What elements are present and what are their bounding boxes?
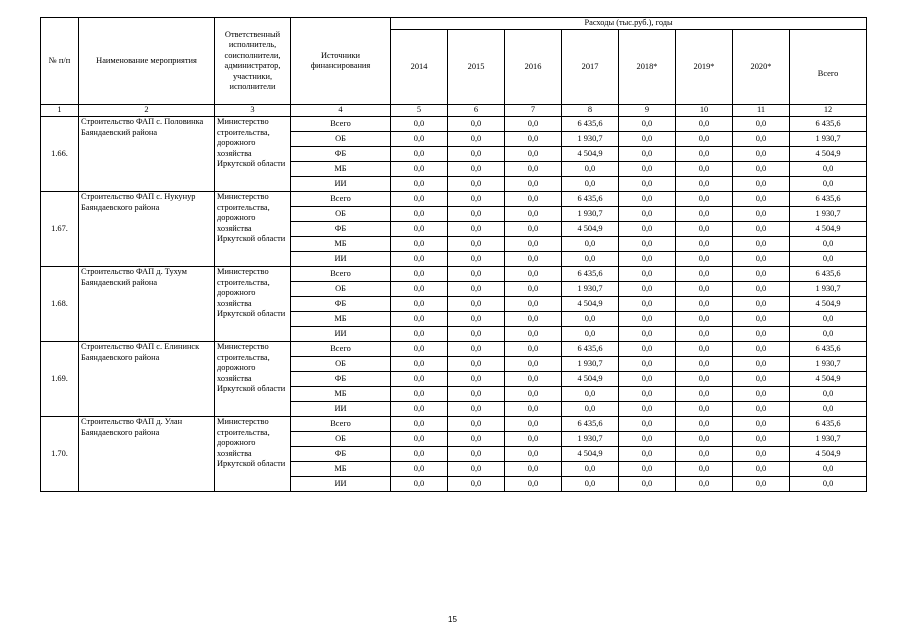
year-value: 0,0 xyxy=(505,192,562,207)
year-value: 0,0 xyxy=(505,237,562,252)
year-value: 6 435,6 xyxy=(562,117,619,132)
year-value: 0,0 xyxy=(619,342,676,357)
year-value: 0,0 xyxy=(505,177,562,192)
year-value: 0,0 xyxy=(619,462,676,477)
year-value: 0,0 xyxy=(562,327,619,342)
activity-name: Строительство ФАП с. Половинка Баяндаевский района xyxy=(79,117,215,192)
funding-source: Всего xyxy=(291,117,391,132)
year-value: 0,0 xyxy=(505,477,562,492)
year-value: 0,0 xyxy=(733,162,790,177)
year-value: 0,0 xyxy=(733,357,790,372)
responsible-executor: Министерство строительства, дорожного хозяйства Иркутской области xyxy=(215,192,291,267)
year-value: 0,0 xyxy=(733,252,790,267)
year-value: 4 504,9 xyxy=(562,147,619,162)
year-value: 0,0 xyxy=(676,417,733,432)
header-year: 2019* xyxy=(676,30,733,105)
year-value: 0,0 xyxy=(733,132,790,147)
year-value: 0,0 xyxy=(619,357,676,372)
funding-source: МБ xyxy=(291,162,391,177)
year-value: 0,0 xyxy=(505,162,562,177)
year-value: 0,0 xyxy=(733,147,790,162)
year-value: 0,0 xyxy=(619,132,676,147)
header-expenses-title: Расходы (тыс.руб.), годы xyxy=(391,18,867,30)
year-value: 0,0 xyxy=(391,447,448,462)
year-value: 0,0 xyxy=(391,297,448,312)
total-value: 0,0 xyxy=(790,462,867,477)
column-number: 6 xyxy=(448,105,505,117)
year-value: 0,0 xyxy=(619,312,676,327)
year-value: 0,0 xyxy=(619,477,676,492)
year-value: 0,0 xyxy=(448,252,505,267)
responsible-executor: Министерство строительства, дорожного хозяйства Иркутской области xyxy=(215,117,291,192)
year-value: 0,0 xyxy=(619,207,676,222)
year-value: 0,0 xyxy=(619,447,676,462)
year-value: 0,0 xyxy=(448,387,505,402)
year-value: 0,0 xyxy=(505,372,562,387)
funding-source: МБ xyxy=(291,462,391,477)
year-value: 0,0 xyxy=(448,267,505,282)
year-value: 6 435,6 xyxy=(562,417,619,432)
year-value: 0,0 xyxy=(391,417,448,432)
year-value: 0,0 xyxy=(676,177,733,192)
year-value: 0,0 xyxy=(676,387,733,402)
year-value: 0,0 xyxy=(391,357,448,372)
year-value: 0,0 xyxy=(562,162,619,177)
year-value: 0,0 xyxy=(505,207,562,222)
year-value: 0,0 xyxy=(676,312,733,327)
year-value: 0,0 xyxy=(448,147,505,162)
row-number: 1.70. xyxy=(41,417,79,492)
year-value: 0,0 xyxy=(619,402,676,417)
year-value: 0,0 xyxy=(448,192,505,207)
year-value: 0,0 xyxy=(448,432,505,447)
activity-block xyxy=(41,267,867,342)
funding-source: ФБ xyxy=(291,222,391,237)
responsible-executor: Министерство строительства, дорожного хозяйства Иркутской области xyxy=(215,342,291,417)
column-number: 5 xyxy=(391,105,448,117)
total-value: 1 930,7 xyxy=(790,132,867,147)
total-value: 6 435,6 xyxy=(790,117,867,132)
year-value: 0,0 xyxy=(448,177,505,192)
total-value: 4 504,9 xyxy=(790,297,867,312)
funding-source: МБ xyxy=(291,237,391,252)
year-value: 0,0 xyxy=(619,222,676,237)
year-value: 1 930,7 xyxy=(562,132,619,147)
total-value: 6 435,6 xyxy=(790,417,867,432)
year-value: 0,0 xyxy=(733,297,790,312)
year-value: 0,0 xyxy=(391,132,448,147)
year-value: 0,0 xyxy=(676,342,733,357)
column-number: 11 xyxy=(733,105,790,117)
header-year: 2015 xyxy=(448,30,505,105)
year-value: 0,0 xyxy=(619,267,676,282)
column-number: 10 xyxy=(676,105,733,117)
funding-source: ФБ xyxy=(291,447,391,462)
year-value: 0,0 xyxy=(505,447,562,462)
page-number: 15 xyxy=(448,615,457,624)
row-number: 1.69. xyxy=(41,342,79,417)
year-value: 0,0 xyxy=(733,222,790,237)
year-value: 6 435,6 xyxy=(562,342,619,357)
year-value: 0,0 xyxy=(619,327,676,342)
year-value: 0,0 xyxy=(505,282,562,297)
year-value: 0,0 xyxy=(391,207,448,222)
header-num: № п/п xyxy=(41,18,79,105)
year-value: 0,0 xyxy=(676,222,733,237)
year-value: 0,0 xyxy=(676,132,733,147)
year-value: 0,0 xyxy=(733,117,790,132)
header-year: 2014 xyxy=(391,30,448,105)
total-value: 4 504,9 xyxy=(790,447,867,462)
year-value: 0,0 xyxy=(505,252,562,267)
year-value: 0,0 xyxy=(676,252,733,267)
year-value: 0,0 xyxy=(448,342,505,357)
year-value: 0,0 xyxy=(505,327,562,342)
header-year: 2020* xyxy=(733,30,790,105)
year-value: 1 930,7 xyxy=(562,207,619,222)
year-value: 0,0 xyxy=(505,147,562,162)
funding-source: МБ xyxy=(291,312,391,327)
total-value: 0,0 xyxy=(790,162,867,177)
year-value: 0,0 xyxy=(733,342,790,357)
responsible-executor: Министерство строительства, дорожного хозяйства Иркутской области xyxy=(215,267,291,342)
year-value: 0,0 xyxy=(733,267,790,282)
year-value: 0,0 xyxy=(619,387,676,402)
column-number: 12 xyxy=(790,105,867,117)
year-value: 0,0 xyxy=(619,282,676,297)
year-value: 0,0 xyxy=(448,237,505,252)
year-value: 0,0 xyxy=(619,297,676,312)
year-value: 0,0 xyxy=(505,387,562,402)
year-value: 0,0 xyxy=(676,207,733,222)
activity-name: Строительство ФАП с. Нукунур Баяндаевского района xyxy=(79,192,215,267)
year-value: 4 504,9 xyxy=(562,372,619,387)
total-value: 4 504,9 xyxy=(790,147,867,162)
activity-name: Строительство ФАП с. Елининск Баяндаевского района xyxy=(79,342,215,417)
year-value: 0,0 xyxy=(562,477,619,492)
funding-source: ИИ xyxy=(291,327,391,342)
year-value: 0,0 xyxy=(448,327,505,342)
table-row xyxy=(41,117,867,132)
header-total: Всего xyxy=(790,30,867,105)
total-value: 0,0 xyxy=(790,387,867,402)
year-value: 0,0 xyxy=(619,192,676,207)
year-value: 0,0 xyxy=(676,357,733,372)
funding-source: ИИ xyxy=(291,252,391,267)
year-value: 0,0 xyxy=(733,387,790,402)
activity-name: Строительство ФАП д. Тухум Баяндаевский района xyxy=(79,267,215,342)
year-value: 0,0 xyxy=(676,327,733,342)
year-value: 0,0 xyxy=(391,162,448,177)
year-value: 0,0 xyxy=(448,282,505,297)
funding-source: ОБ xyxy=(291,282,391,297)
year-value: 0,0 xyxy=(505,267,562,282)
year-value: 0,0 xyxy=(619,237,676,252)
activity-block xyxy=(41,342,867,417)
year-value: 0,0 xyxy=(733,192,790,207)
year-value: 0,0 xyxy=(448,297,505,312)
funding-source: Всего xyxy=(291,417,391,432)
funding-source: ОБ xyxy=(291,132,391,147)
year-value: 0,0 xyxy=(619,177,676,192)
year-value: 0,0 xyxy=(391,432,448,447)
total-value: 4 504,9 xyxy=(790,222,867,237)
header-year: 2016 xyxy=(505,30,562,105)
year-value: 0,0 xyxy=(733,237,790,252)
total-value: 0,0 xyxy=(790,237,867,252)
year-value: 0,0 xyxy=(505,222,562,237)
year-value: 0,0 xyxy=(448,117,505,132)
table-header xyxy=(41,18,867,117)
year-value: 0,0 xyxy=(505,132,562,147)
year-value: 6 435,6 xyxy=(562,267,619,282)
header-responsible: Ответственный исполнитель, соисполнители, администратор, участники, исполнители xyxy=(215,18,291,105)
year-value: 0,0 xyxy=(448,462,505,477)
year-value: 0,0 xyxy=(562,252,619,267)
year-value: 0,0 xyxy=(562,237,619,252)
year-value: 6 435,6 xyxy=(562,192,619,207)
total-value: 1 930,7 xyxy=(790,282,867,297)
total-value: 1 930,7 xyxy=(790,357,867,372)
funding-source: ИИ xyxy=(291,402,391,417)
year-value: 0,0 xyxy=(448,477,505,492)
year-value: 0,0 xyxy=(562,402,619,417)
column-number: 2 xyxy=(79,105,215,117)
year-value: 0,0 xyxy=(676,432,733,447)
funding-source: Всего xyxy=(291,192,391,207)
year-value: 0,0 xyxy=(619,372,676,387)
total-value: 6 435,6 xyxy=(790,267,867,282)
year-value: 0,0 xyxy=(505,312,562,327)
year-value: 0,0 xyxy=(448,207,505,222)
year-value: 0,0 xyxy=(448,132,505,147)
header-source: Источники финансирования xyxy=(291,18,391,105)
funding-source: ОБ xyxy=(291,207,391,222)
year-value: 0,0 xyxy=(391,222,448,237)
responsible-executor: Министерство строительства, дорожного хозяйства Иркутской области xyxy=(215,417,291,492)
column-number: 3 xyxy=(215,105,291,117)
year-value: 0,0 xyxy=(391,117,448,132)
total-value: 0,0 xyxy=(790,402,867,417)
year-value: 0,0 xyxy=(505,417,562,432)
year-value: 0,0 xyxy=(391,177,448,192)
funding-source: ОБ xyxy=(291,432,391,447)
header-name: Наименование мероприятия xyxy=(79,18,215,105)
year-value: 0,0 xyxy=(448,162,505,177)
year-value: 0,0 xyxy=(448,447,505,462)
year-value: 0,0 xyxy=(391,192,448,207)
year-value: 0,0 xyxy=(505,357,562,372)
year-value: 0,0 xyxy=(448,402,505,417)
total-value: 1 930,7 xyxy=(790,207,867,222)
year-value: 0,0 xyxy=(733,447,790,462)
column-number: 7 xyxy=(505,105,562,117)
year-value: 1 930,7 xyxy=(562,432,619,447)
year-value: 0,0 xyxy=(448,417,505,432)
year-value: 0,0 xyxy=(676,297,733,312)
year-value: 0,0 xyxy=(733,432,790,447)
year-value: 1 930,7 xyxy=(562,282,619,297)
year-value: 0,0 xyxy=(391,282,448,297)
header-year: 2017 xyxy=(562,30,619,105)
total-value: 0,0 xyxy=(790,477,867,492)
column-number: 8 xyxy=(562,105,619,117)
year-value: 0,0 xyxy=(733,477,790,492)
year-value: 0,0 xyxy=(505,342,562,357)
activity-name: Строительство ФАП д. Улан Баяндаевского района xyxy=(79,417,215,492)
year-value: 0,0 xyxy=(391,237,448,252)
year-value: 0,0 xyxy=(391,477,448,492)
row-number: 1.66. xyxy=(41,117,79,192)
year-value: 0,0 xyxy=(448,357,505,372)
funding-source: ОБ xyxy=(291,357,391,372)
year-value: 0,0 xyxy=(733,177,790,192)
year-value: 0,0 xyxy=(733,282,790,297)
year-value: 0,0 xyxy=(733,417,790,432)
year-value: 0,0 xyxy=(562,177,619,192)
activity-block xyxy=(41,417,867,492)
year-value: 0,0 xyxy=(391,387,448,402)
row-number: 1.68. xyxy=(41,267,79,342)
year-value: 0,0 xyxy=(448,372,505,387)
year-value: 4 504,9 xyxy=(562,222,619,237)
total-value: 6 435,6 xyxy=(790,192,867,207)
funding-source: ИИ xyxy=(291,477,391,492)
year-value: 0,0 xyxy=(619,417,676,432)
year-value: 0,0 xyxy=(733,327,790,342)
year-value: 0,0 xyxy=(505,462,562,477)
year-value: 0,0 xyxy=(676,237,733,252)
table-row xyxy=(41,417,867,432)
year-value: 0,0 xyxy=(391,312,448,327)
activity-block xyxy=(41,192,867,267)
year-value: 0,0 xyxy=(505,432,562,447)
column-number: 4 xyxy=(291,105,391,117)
year-value: 0,0 xyxy=(391,252,448,267)
expenses-table xyxy=(40,17,867,492)
year-value: 0,0 xyxy=(619,252,676,267)
total-value: 1 930,7 xyxy=(790,432,867,447)
year-value: 0,0 xyxy=(676,372,733,387)
year-value: 0,0 xyxy=(448,312,505,327)
year-value: 0,0 xyxy=(733,312,790,327)
year-value: 0,0 xyxy=(391,147,448,162)
year-value: 0,0 xyxy=(505,297,562,312)
year-value: 4 504,9 xyxy=(562,447,619,462)
year-value: 0,0 xyxy=(391,402,448,417)
row-number: 1.67. xyxy=(41,192,79,267)
total-value: 0,0 xyxy=(790,327,867,342)
year-value: 0,0 xyxy=(676,162,733,177)
year-value: 0,0 xyxy=(676,147,733,162)
year-value: 0,0 xyxy=(391,327,448,342)
total-value: 6 435,6 xyxy=(790,342,867,357)
total-value: 0,0 xyxy=(790,312,867,327)
year-value: 0,0 xyxy=(733,372,790,387)
funding-source: ФБ xyxy=(291,147,391,162)
year-value: 0,0 xyxy=(562,312,619,327)
funding-source: МБ xyxy=(291,387,391,402)
year-value: 0,0 xyxy=(619,162,676,177)
year-value: 0,0 xyxy=(391,267,448,282)
year-value: 0,0 xyxy=(733,207,790,222)
header-year: 2018* xyxy=(619,30,676,105)
column-number: 9 xyxy=(619,105,676,117)
year-value: 4 504,9 xyxy=(562,297,619,312)
year-value: 0,0 xyxy=(676,447,733,462)
table-row xyxy=(41,192,867,207)
year-value: 0,0 xyxy=(676,282,733,297)
activity-block xyxy=(41,117,867,192)
funding-source: ИИ xyxy=(291,177,391,192)
funding-source: Всего xyxy=(291,267,391,282)
year-value: 0,0 xyxy=(676,462,733,477)
year-value: 0,0 xyxy=(733,402,790,417)
funding-source: Всего xyxy=(291,342,391,357)
year-value: 0,0 xyxy=(676,477,733,492)
year-value: 0,0 xyxy=(676,267,733,282)
year-value: 0,0 xyxy=(562,462,619,477)
year-value: 1 930,7 xyxy=(562,357,619,372)
funding-source: ФБ xyxy=(291,372,391,387)
year-value: 0,0 xyxy=(391,372,448,387)
year-value: 0,0 xyxy=(391,342,448,357)
year-value: 0,0 xyxy=(676,117,733,132)
total-value: 0,0 xyxy=(790,177,867,192)
total-value: 4 504,9 xyxy=(790,372,867,387)
year-value: 0,0 xyxy=(619,432,676,447)
table-row xyxy=(41,342,867,357)
year-value: 0,0 xyxy=(391,462,448,477)
table-row xyxy=(41,267,867,282)
year-value: 0,0 xyxy=(448,222,505,237)
year-value: 0,0 xyxy=(562,387,619,402)
column-number: 1 xyxy=(41,105,79,117)
year-value: 0,0 xyxy=(619,147,676,162)
column-numbers-row xyxy=(41,105,867,117)
year-value: 0,0 xyxy=(733,462,790,477)
year-value: 0,0 xyxy=(619,117,676,132)
year-value: 0,0 xyxy=(505,117,562,132)
year-value: 0,0 xyxy=(676,402,733,417)
year-value: 0,0 xyxy=(505,402,562,417)
year-value: 0,0 xyxy=(676,192,733,207)
funding-source: ФБ xyxy=(291,297,391,312)
total-value: 0,0 xyxy=(790,252,867,267)
